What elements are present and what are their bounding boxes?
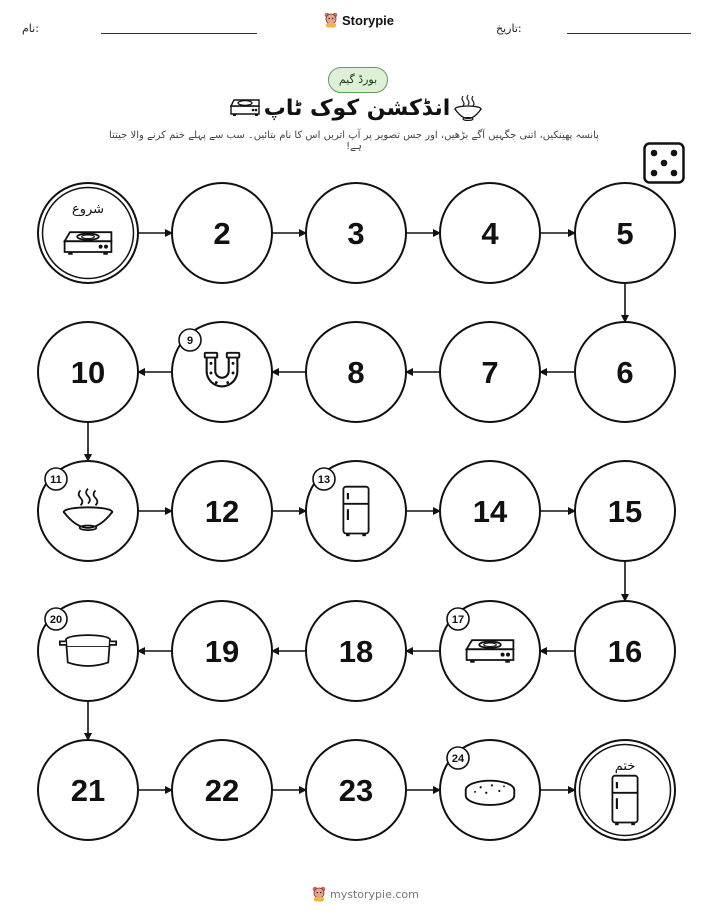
board-space-23[interactable] — [306, 740, 406, 840]
board-space-18[interactable] — [306, 601, 406, 701]
refrigerator-icon — [343, 487, 368, 537]
space-number: 3 — [347, 216, 365, 251]
board-space-8[interactable] — [306, 322, 406, 422]
space-number: 19 — [204, 634, 240, 669]
badge-number: 17 — [451, 614, 465, 626]
board-space-16[interactable] — [575, 601, 675, 701]
cooking-pot-icon — [60, 635, 116, 666]
space-number: 18 — [338, 634, 374, 669]
board-game-tag: بورڈ گیم — [328, 67, 388, 93]
badge-number: 9 — [186, 335, 194, 347]
board-space-25[interactable] — [575, 740, 675, 840]
space-number: 21 — [70, 773, 106, 808]
page-title: انڈکشن کوک ٹاپ — [263, 96, 451, 121]
footer-url[interactable]: mystorypie.com — [330, 887, 419, 901]
badge-number: 20 — [49, 614, 63, 626]
board-space-24[interactable] — [440, 740, 540, 840]
board-space-10[interactable] — [38, 322, 138, 422]
space-number: 15 — [607, 494, 643, 529]
space-number-badge — [447, 747, 469, 769]
refrigerator-icon — [612, 776, 637, 826]
board-space-1[interactable] — [38, 183, 138, 283]
board-space-4[interactable] — [440, 183, 540, 283]
board-space-22[interactable] — [172, 740, 272, 840]
board-space-5[interactable] — [575, 183, 675, 283]
board-space-19[interactable] — [172, 601, 272, 701]
brand-name: Storypie — [342, 12, 395, 28]
board-space-9[interactable] — [172, 322, 272, 422]
board-space-17[interactable] — [440, 601, 540, 701]
board-space-11[interactable] — [38, 461, 138, 561]
badge-number: 24 — [451, 753, 465, 765]
board-space-3[interactable] — [306, 183, 406, 283]
bear-mascot-icon — [312, 886, 326, 902]
start-label: شروع — [71, 202, 105, 217]
space-number: 6 — [616, 355, 634, 390]
board-space-12[interactable] — [172, 461, 272, 561]
space-number: 23 — [338, 773, 374, 808]
board-space-20[interactable] — [38, 601, 138, 701]
space-number: 8 — [347, 355, 365, 390]
space-number-badge — [45, 468, 67, 490]
space-number-badge — [447, 608, 469, 630]
space-number: 12 — [204, 494, 240, 529]
board-space-7[interactable] — [440, 322, 540, 422]
flatbread-icon — [466, 781, 515, 805]
space-number: 4 — [481, 216, 499, 251]
board-space-2[interactable] — [172, 183, 272, 283]
space-number: 10 — [70, 355, 106, 390]
footer — [312, 886, 419, 902]
space-number-badge — [179, 329, 201, 351]
space-number: 22 — [204, 773, 240, 808]
space-number: 5 — [616, 216, 634, 251]
finish-label: ختم — [614, 759, 636, 774]
instructions: پانسہ پھینکیں، اتنی جگہیں آگے بڑھیں، اور جس تصویر پر آپ اتریں اس کا نام بتائیں۔ سب سے پہلے ختم کرنے والا جیتتا ہے! — [109, 130, 599, 152]
date-label: تاریخ: — [496, 22, 522, 35]
board-space-15[interactable] — [575, 461, 675, 561]
board-space-13[interactable] — [306, 461, 406, 561]
induction-cooktop-icon — [65, 232, 112, 255]
board-space-6[interactable] — [575, 322, 675, 422]
induction-cooktop-icon — [467, 640, 514, 663]
space-number-badge — [313, 468, 335, 490]
space-number: 14 — [472, 494, 508, 529]
space-number: 16 — [607, 634, 643, 669]
space-number: 7 — [481, 355, 499, 390]
space-number: 2 — [213, 216, 231, 251]
space-number-badge — [45, 608, 67, 630]
board-space-14[interactable] — [440, 461, 540, 561]
badge-number: 13 — [317, 474, 331, 486]
board-space-21[interactable] — [38, 740, 138, 840]
name-label: نام: — [22, 22, 39, 35]
badge-number: 11 — [50, 474, 62, 486]
